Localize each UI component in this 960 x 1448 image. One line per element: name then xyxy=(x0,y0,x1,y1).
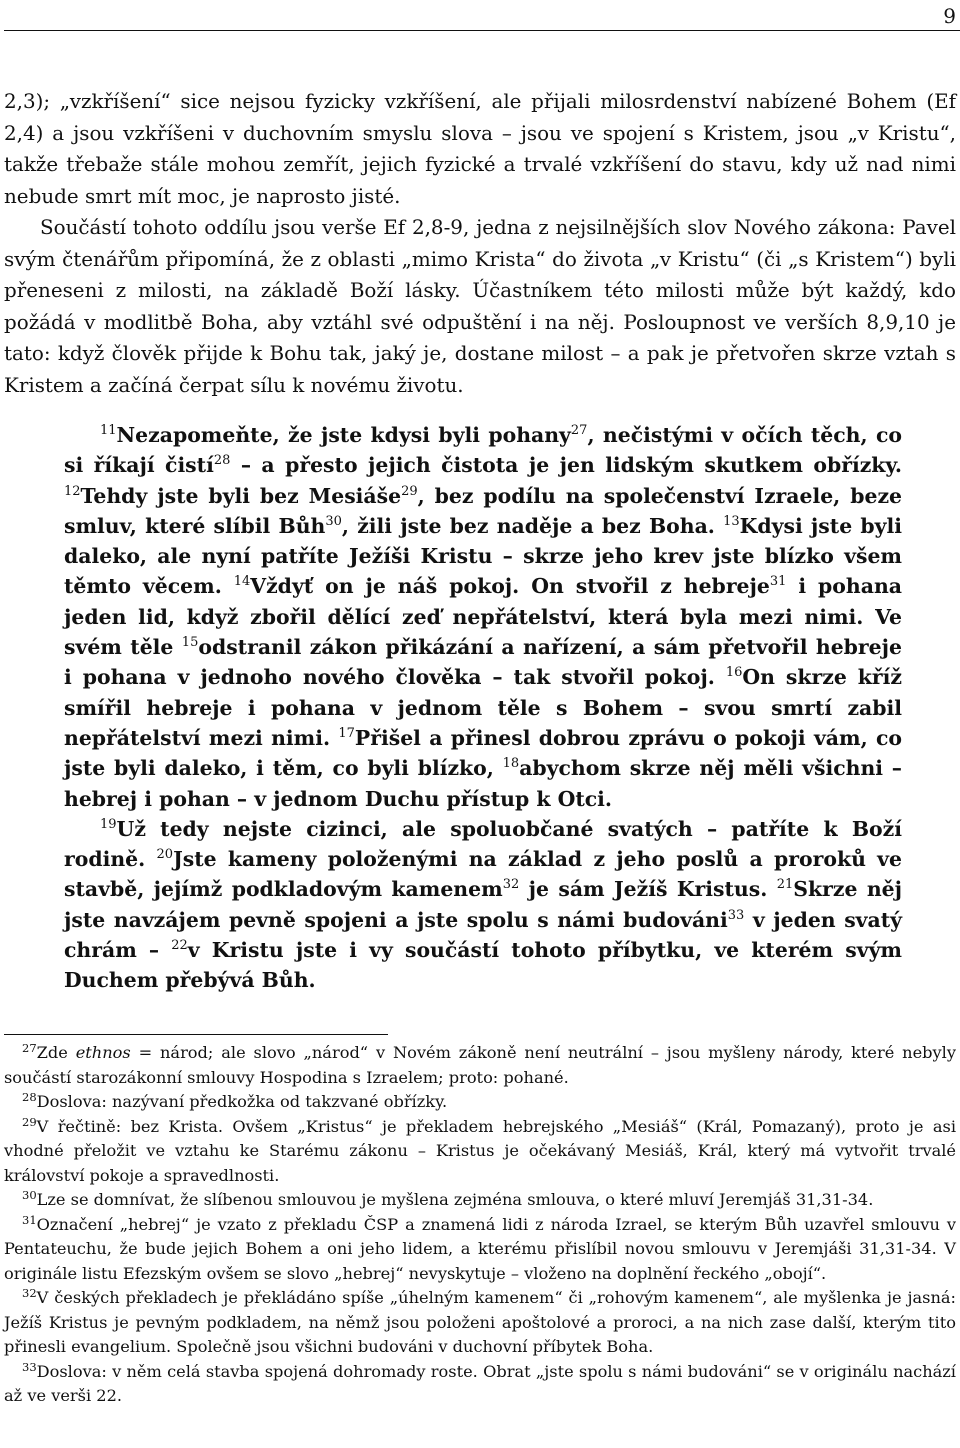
verse-text: Skrze něj jste navzájem pevně spojeni a jste spolu s námi budováni xyxy=(64,877,902,932)
verse-number: 11 xyxy=(100,423,117,438)
page-number: 9 xyxy=(943,4,956,28)
footnote xyxy=(4,1213,956,1287)
footnote-text: V řečtině: bez Krista. Ovšem „Kristus“ je překladem hebrejského „Mesiáš“ (Král, Pomazaný), proto je asi vhodné přeložit ve vztahu ke Starému zákonu – Kristus je očekávaný Mesiáš, Král, který má vytvořit trvalé království pokoje a spravedlnosti. xyxy=(4,1116,956,1185)
footnote-ref[interactable]: 31 xyxy=(769,574,787,590)
footnote-number: 32 xyxy=(22,1286,37,1300)
footnote xyxy=(4,1041,956,1090)
verse-text: , žili jste bez naděje a bez Boha. xyxy=(341,513,724,538)
footnote xyxy=(4,1360,956,1409)
verse-text: v Kristu jste i vy součástí tohoto příbytku, ve kterém svým Duchem přebývá Bůh. xyxy=(64,938,902,993)
footnote xyxy=(4,1090,956,1115)
footnote-rule xyxy=(4,1034,388,1035)
footnote-number: 30 xyxy=(22,1188,37,1202)
verse-text: v jeden svatý chrám – xyxy=(64,907,902,963)
verse-text: Tehdy jste byli bez Mesiáše xyxy=(80,483,402,508)
footnote-term: ethnos xyxy=(75,1043,131,1062)
verse-text: Jste kameny položenými na základ z jeho poslů a proroků ve stavbě, jejímž podkladovým kamenem xyxy=(64,847,902,902)
verse-text: , nečistými v očích těch, co si říkají čistí xyxy=(64,423,902,478)
verse-number: 16 xyxy=(725,665,743,681)
verse-number: 12 xyxy=(64,483,81,499)
footnote-number: 27 xyxy=(22,1041,37,1055)
footnotes xyxy=(4,1041,956,1409)
verse-number: 22 xyxy=(171,938,188,954)
footnote-text: Doslova: nazývaní předkožka od takzvané obřízky. xyxy=(36,1092,448,1111)
footnote-number: 29 xyxy=(22,1114,37,1129)
verse-text: je sám Ježíš Kristus. xyxy=(519,877,777,902)
footnote-number: 33 xyxy=(22,1359,37,1374)
verse-number: 14 xyxy=(233,574,251,590)
header-rule xyxy=(4,30,960,31)
verse-number: 13 xyxy=(723,513,740,529)
verse-text: i pohana jeden lid, když zbořil dělící zeď nepřátelství, která byla mezi nimi. Ve svém těle xyxy=(64,574,902,660)
verse-text: Už tedy nejste cizinci, ale spoluobčané svatých – patříte k Boží rodině. xyxy=(64,816,902,872)
verse-number: 15 xyxy=(181,635,199,651)
verse-number: 20 xyxy=(156,847,174,863)
footnote-number: 31 xyxy=(22,1212,37,1227)
verse-text: Vždyť on je náš pokoj. On stvořil z hebreje xyxy=(250,574,770,599)
verse-text: Přišel a přinesl dobrou zprávu o pokoji vám, co jste byli daleko, i těm, co byli blízko, xyxy=(64,725,902,781)
verse-number: 18 xyxy=(502,756,520,772)
footnote-text: Lze se domnívat, že slíbenou smlouvou je myšlena zejména smlouva, o které mluví Jeremjáš 31,31-34. xyxy=(36,1190,874,1209)
verse-number: 19 xyxy=(100,816,117,832)
footnote-ref[interactable]: 32 xyxy=(502,877,520,893)
footnote-ref[interactable]: 27 xyxy=(570,423,588,438)
paragraph: Součástí tohoto oddílu jsou verše Ef 2,8-9, jedna z nejsilnějších slov Nového zákona: Pavel svým čtenářům připomíná, že z oblasti „mimo Krista“ do života „v Kristu“ (či „s Kristem“) byli přeneseni z milosti, na základě Boží lásky. Účastníkem této milosti může být každý, kdo požádá v modlitbě Boha, aby vztáhl své odpuštění i na něj. Posloupnost ve verších 8,9,10 je tato: když člověk přijde k Bohu tak, jaký je, dostane milost – a pak je přetvořen skrze vztah s Kristem a začíná čerpat sílu k novému životu. xyxy=(4,216,956,397)
footnote-ref[interactable]: 30 xyxy=(325,513,342,529)
footnote-text: V českých překladech je překládáno spíše „úhelným kamenem“ či „rohovým kamenem“, ale myšlenka je jasná: Ježíš Kristus je pevným podkladem, na němž jsou položeni apoštolové a proroci, a na nich zase další, kterým tito přinesli evangelium. Společně jsou všichni budováni v duchovní příbytek Boha. xyxy=(4,1288,956,1356)
footnote-ref[interactable]: 29 xyxy=(401,483,418,499)
verse-text: abychom skrze něj měli všichni – hebrej i pohan – v jednom Duchu přístup k Otci. xyxy=(64,756,902,811)
verse-text: – a přesto jejich čistota je jen lidským skutkem obřízky. xyxy=(230,453,903,478)
footnote-text: Zde xyxy=(36,1043,76,1062)
footnote xyxy=(4,1188,956,1213)
verse-text: Nezapomeňte, že jste kdysi byli pohany xyxy=(116,423,571,447)
paragraph: 2,3); „vzkříšení“ sice nejsou fyzicky vzkříšení, ale přijali milosrdenství nabízené Bohem (Ef 2,4) a jsou vzkříšeni v duchovním smyslu slova – jsou ve spojení s Kristem, jsou „v Kristu“, takže třebaže stále mohou zemřít, jejich fyzické a trvalé vzkříšení do stavu, kdy už nad nimi nebude smrt mít moc, je naprosto jisté. xyxy=(4,90,956,208)
verse-text: Kdysi jste byli daleko, ale nyní patříte Ježíši Kristu – skrze jeho krev jste blízko všem těmto věcem. xyxy=(64,513,902,599)
verse-number: 21 xyxy=(776,877,794,893)
footnote-text: Doslova: v něm celá stavba spojená dohromady roste. Obrat „jste spolu s námi budováni“ se v originálu nachází až ve verši 22. xyxy=(4,1361,956,1405)
verse-text: On skrze kříž smířil hebreje i pohana v jednom těle s Bohem – svou smrtí zabil nepřátelství mezi nimi. xyxy=(64,665,902,750)
footnote xyxy=(4,1286,956,1360)
quote-paragraph xyxy=(64,420,902,814)
scripture-quote xyxy=(64,420,902,1030)
footnote-text: Označení „hebrej“ je vzato z překladu ČSP a znamená lidi z národa Izrael, se kterým Bůh uzavřel smlouvu v Pentateuchu, že bude jejich Bohem a oni jeho lidem, a kterému přislíbil novou smlouvu v Jeremjáši 31,31-34. V originále listu Efezským ovšem se slovo „hebrej“ nevyskytuje – vloženo na doplnění řeckého „obojí“. xyxy=(4,1214,956,1283)
footnote xyxy=(4,1115,956,1189)
footnote-number: 28 xyxy=(22,1090,37,1104)
footnote-ref[interactable]: 33 xyxy=(727,907,745,923)
verse-number: 17 xyxy=(338,725,355,741)
verse-text: , bez podílu na společenství Izraele, beze smluv, které slíbil Bůh xyxy=(64,483,902,538)
footnote-text: = národ; ale slovo „národ“ v Novém zákoně není neutrální – jsou myšleny národy, které nebyly součástí starozákonní smlouvy Hospodina s Izraelem; proto: pohané. xyxy=(4,1043,956,1087)
body-text xyxy=(4,86,956,401)
verse-text: odstranil zákon přikázání a nařízení, a sám přetvořil hebreje i pohana v jednoho nového člověka – tak stvořil pokoj. xyxy=(64,635,902,690)
quote-paragraph xyxy=(64,814,902,996)
footnote-ref[interactable]: 28 xyxy=(213,453,231,469)
